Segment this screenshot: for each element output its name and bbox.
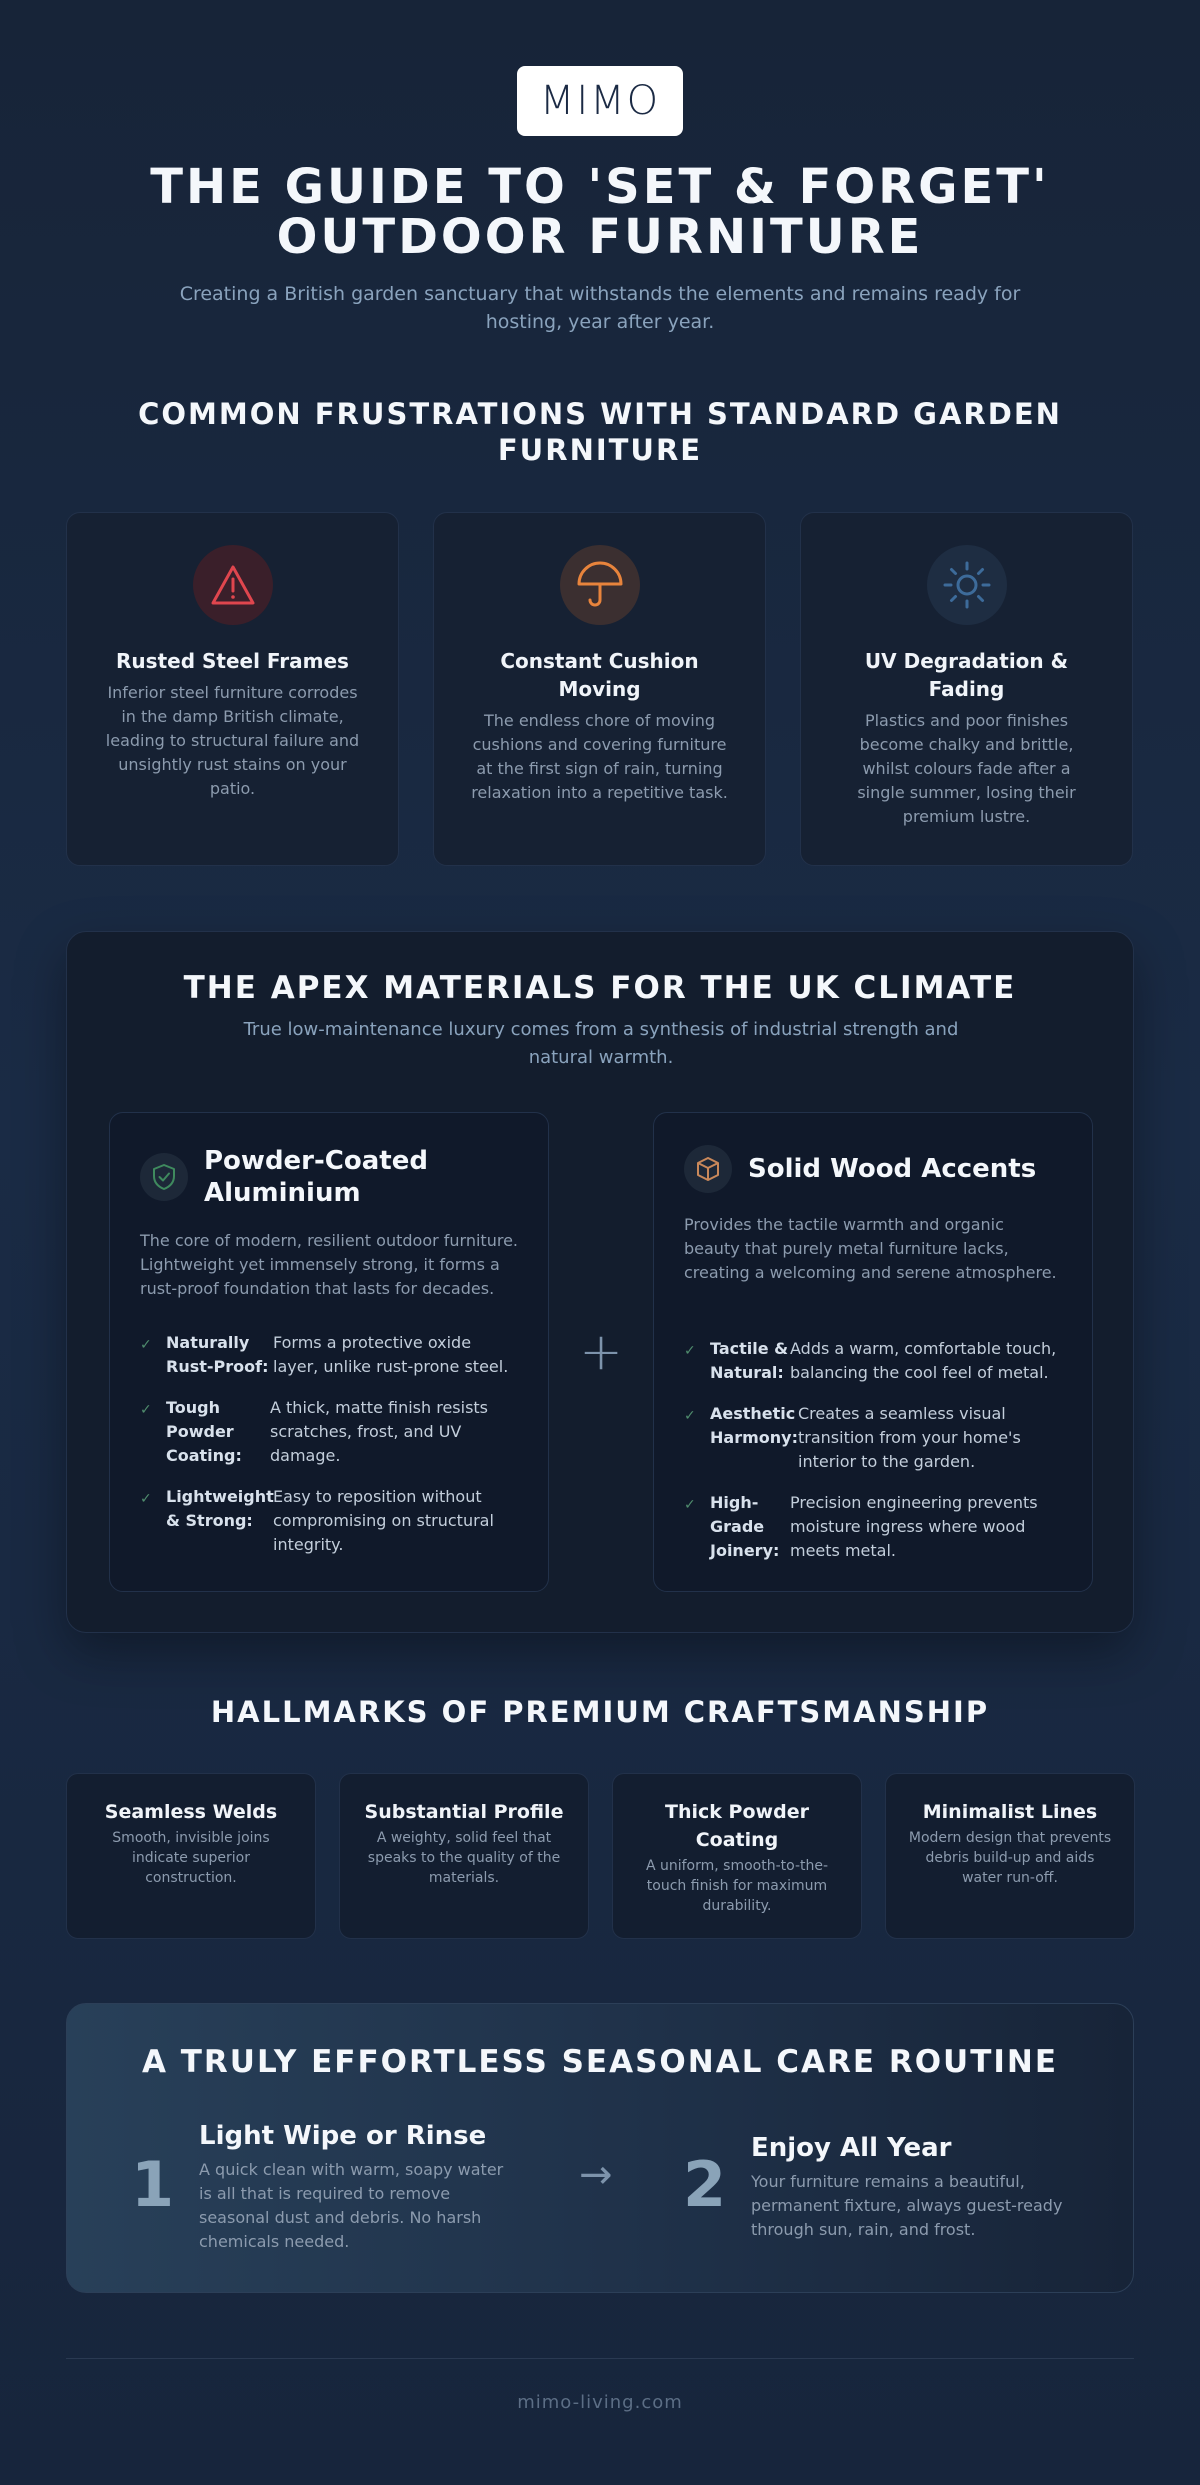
frustration-title: Rusted Steel Frames xyxy=(116,649,349,673)
footer-divider xyxy=(66,2358,1134,2359)
feature-value: Adds a warm, comfortable touch, balancing the cool feel of metal. xyxy=(790,1339,1057,1382)
logo xyxy=(517,66,683,136)
frustration-title: UV Degradation & Fading xyxy=(864,649,1069,701)
hallmark-card xyxy=(885,1773,1135,1939)
frustration-card xyxy=(66,512,399,866)
list-item xyxy=(684,1337,1062,1385)
page-subtitle: Creating a British garden sanctuary that withstands the elements and remains ready for hosting, year after year. xyxy=(179,283,1021,333)
hallmark-card xyxy=(66,1773,316,1939)
hallmark-title: Seamless Welds xyxy=(104,1801,278,1823)
hallmark-title: Minimalist Lines xyxy=(922,1801,1098,1823)
list-item xyxy=(684,1402,1062,1474)
care-routine-panel xyxy=(66,2003,1134,2293)
hallmark-card xyxy=(612,1773,862,1939)
check-icon: ✓ xyxy=(140,1491,152,1507)
step-desc: A quick clean with warm, soapy water is all that is required to remove seasonal dust and debris. No harsh chemicals needed. xyxy=(199,2160,504,2251)
feature-key: Lightweight & Strong: xyxy=(166,1487,274,1530)
frustrations-title: COMMON FRUSTRATIONS WITH STANDARD GARDEN FURNITURE xyxy=(138,397,1062,467)
feature-key: Aesthetic Harmony: xyxy=(710,1404,798,1447)
box-icon xyxy=(684,1145,732,1193)
materials-title: THE APEX MATERIALS FOR THE UK CLIMATE xyxy=(183,970,1017,1006)
feature-key: Tactile & Natural: xyxy=(710,1339,789,1382)
material-desc: The core of modern, resilient outdoor furniture. Lightweight yet immensely strong, it forms a rust-proof foundation that lasts for decades. xyxy=(140,1231,518,1298)
materials-panel xyxy=(66,931,1134,1633)
sun-icon xyxy=(927,545,1007,625)
hallmark-card xyxy=(339,1773,589,1939)
frustration-card xyxy=(433,512,766,866)
step-number: 2 xyxy=(683,2148,727,2221)
frustration-desc: The endless chore of moving cushions and covering furniture at the first sign of rain, turning relaxation into a repetitive task. xyxy=(471,711,728,802)
check-icon: ✓ xyxy=(684,1408,696,1424)
frustration-card xyxy=(800,512,1133,866)
arrow-right-icon: → xyxy=(579,2152,613,2198)
feature-value: Precision engineering prevents moisture ingress where wood meets metal. xyxy=(790,1493,1038,1560)
material-title: Powder-Coated Aluminium xyxy=(204,1146,428,1208)
list-item xyxy=(140,1331,518,1379)
page-title: THE GUIDE TO 'SET & FORGET' OUTDOOR FURNITURE xyxy=(150,159,1050,265)
step-desc: Your furniture remains a beautiful, permanent fixture, always guest-ready through sun, rain, and frost. xyxy=(751,2172,1063,2239)
list-item xyxy=(140,1396,518,1468)
list-item xyxy=(140,1485,518,1557)
material-card-wood xyxy=(653,1112,1093,1592)
materials-subtitle: True low-maintenance luxury comes from a synthesis of industrial strength and natural warmth. xyxy=(243,1019,959,1068)
material-card-aluminium xyxy=(109,1112,549,1592)
hallmark-desc: A weighty, solid feel that speaks to the quality of the materials. xyxy=(367,1830,561,1886)
material-desc: Provides the tactile warmth and organic beauty that purely metal furniture lacks, creating a welcoming and serene atmosphere. xyxy=(684,1215,1057,1282)
hallmark-title: Substantial Profile xyxy=(364,1801,564,1823)
umbrella-icon xyxy=(560,545,640,625)
hallmark-title: Thick Powder Coating xyxy=(665,1801,809,1851)
check-icon: ✓ xyxy=(140,1402,152,1418)
material-feature-list xyxy=(684,1337,1062,1563)
material-title: Solid Wood Accents xyxy=(748,1154,1037,1184)
feature-key: Tough Powder Coating: xyxy=(166,1398,242,1465)
step-title: Light Wipe or Rinse xyxy=(199,2121,487,2151)
material-feature-list xyxy=(140,1331,518,1557)
feature-value: Forms a protective oxide layer, unlike rust-prone steel. xyxy=(273,1333,509,1376)
plus-sign: + xyxy=(579,1322,623,1382)
check-icon: ✓ xyxy=(684,1497,696,1513)
logo-text: MIMO xyxy=(539,78,661,124)
frustration-desc: Plastics and poor finishes become chalky and brittle, whilst colours fade after a single summer, losing their premium lustre. xyxy=(857,711,1076,826)
frustration-desc: Inferior steel furniture corrodes in the damp British climate, leading to structural failure and unsightly rust stains on your patio. xyxy=(105,683,360,798)
check-icon: ✓ xyxy=(684,1343,696,1359)
feature-value: A thick, matte finish resists scratches, frost, and UV damage. xyxy=(270,1398,489,1465)
shield-check-icon xyxy=(140,1153,188,1201)
check-icon: ✓ xyxy=(140,1337,152,1353)
feature-value: Easy to reposition without compromising on structural integrity. xyxy=(273,1487,494,1554)
step-number: 1 xyxy=(131,2148,175,2221)
care-title: A TRULY EFFORTLESS SEASONAL CARE ROUTINE xyxy=(141,2044,1059,2080)
footer-link[interactable]: mimo-living.com xyxy=(517,2392,683,2413)
hallmarks-title: HALLMARKS OF PREMIUM CRAFTSMANSHIP xyxy=(210,1695,990,1729)
feature-key: Naturally Rust-Proof: xyxy=(166,1333,269,1376)
hallmark-desc: A uniform, smooth-to-the-touch finish for maximum durability. xyxy=(645,1858,829,1914)
feature-value: Creates a seamless visual transition from your home's interior to the garden. xyxy=(798,1404,1021,1471)
step-title: Enjoy All Year xyxy=(751,2133,952,2163)
hallmark-desc: Modern design that prevents debris build-up and aids water run-off. xyxy=(908,1830,1112,1886)
feature-key: High-Grade Joinery: xyxy=(710,1493,780,1560)
hallmark-desc: Smooth, invisible joins indicate superior construction. xyxy=(112,1830,270,1886)
warning-triangle-icon xyxy=(193,545,273,625)
list-item xyxy=(684,1491,1062,1563)
frustration-title: Constant Cushion Moving xyxy=(500,649,699,701)
